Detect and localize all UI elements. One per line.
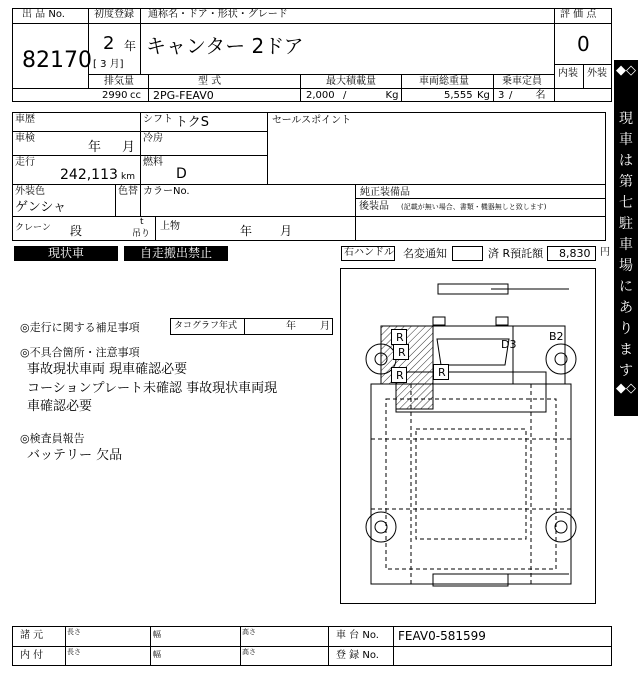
side-banner (614, 60, 638, 416)
tacho-year-unit: 年 (286, 321, 296, 332)
footer-height-label-2: 高さ (242, 648, 256, 656)
capacity-value: 3 (498, 90, 505, 101)
side-banner-char-6: 駐 (619, 216, 633, 232)
model-code-value: 2PG-FEAV0 (153, 89, 214, 102)
max-load-unit: / Kg (343, 90, 399, 101)
footer-contents-label: 内 付 (20, 650, 44, 661)
first-reg-month: [ 3 月] (93, 59, 124, 70)
side-banner-char-1: 現 (619, 111, 633, 127)
side-banner-char-7: 車 (619, 237, 633, 253)
footer-width-label-2: 幅 (153, 650, 161, 659)
deck-label: 上物 (160, 221, 180, 232)
exterior-label: 外装 (587, 68, 607, 79)
model-name: キャンター 2ドア (146, 34, 304, 58)
model-code-label: 型 式 (198, 76, 222, 87)
recycle-amount: 8,830 (559, 247, 591, 260)
options-label: 純正装備品 (360, 187, 410, 198)
name-change-label: 名変通知 (403, 247, 447, 260)
gross-weight-value: 5,555 (444, 90, 473, 101)
side-banner-char-10: あ (619, 300, 633, 316)
inspection-year-unit: 年 (88, 140, 102, 155)
crane-t: t (140, 217, 144, 227)
driving-notes-label: ◎走行に関する補足事項 (20, 321, 140, 334)
side-banner-top: ◆◇ (616, 63, 636, 78)
crane-label: クレーン (15, 223, 51, 233)
capacity-unit: / 名 (509, 90, 546, 101)
mileage-label: 走行 (15, 157, 35, 168)
exterior-color-label: 外装色 (15, 186, 45, 197)
sales-point-label: セールスポイント (272, 115, 352, 126)
crane-stage: 段 (70, 224, 83, 238)
registration-label: 登 録 No. (336, 650, 379, 661)
side-banner-char-9: に (619, 279, 633, 295)
tacho-month-unit: 月 (320, 321, 330, 332)
capacity-label: 乗車定員 (502, 76, 542, 87)
fuel-label: 燃料 (143, 157, 163, 168)
inspector-line-1: バッテリー 欠品 (27, 448, 123, 463)
damage-mark-d3: D3 (501, 338, 517, 351)
max-load-value: 2,000 (306, 90, 335, 101)
year-unit: 年 (124, 39, 137, 53)
history-label: 車歴 (15, 114, 35, 125)
inspection-label: 車検 (15, 133, 35, 144)
side-banner-char-12: ま (619, 342, 633, 358)
inspector-label: ◎検査員報告 (20, 432, 85, 445)
current-car-badge: 現状車 (14, 246, 118, 261)
footer-height-label-1: 高さ (242, 628, 256, 636)
lot-number: 82170 (22, 48, 92, 73)
damage-mark-b2: B2 (549, 330, 564, 343)
model-desc-label: 通称名・ドア・形状・グレード (148, 9, 288, 20)
exterior-color-value: ゲンシャ (15, 200, 67, 215)
fuel-value: D (176, 166, 187, 182)
gross-weight-unit: Kg (477, 90, 490, 101)
defect-line-2: コーションプレート未確認 事故現状車両現 (27, 381, 278, 396)
side-banner-char-2: 車 (619, 132, 633, 148)
deck-month-unit: 月 (280, 224, 293, 238)
name-change-box (452, 246, 483, 261)
score-value: 0 (577, 32, 590, 56)
color-change-label: 色替 (118, 186, 138, 197)
max-load-label: 最大積載量 (326, 76, 376, 87)
side-banner-char-3: は (619, 153, 633, 169)
damage-mark-r-2-label: R (438, 366, 446, 379)
post-installed-note: (記載が無い場合、書類・機器無しと致します) (401, 203, 547, 211)
recycle-label: 済 R預託額 (488, 247, 544, 260)
damage-diagram (340, 268, 596, 604)
shift-value: トクS (175, 115, 209, 130)
post-installed-label: 後装品 (359, 201, 389, 212)
displacement-label: 排気量 (104, 76, 134, 87)
mileage-unit: km (121, 172, 135, 182)
side-banner-char-5: 七 (619, 195, 633, 211)
inspection-month-unit: 月 (122, 140, 136, 155)
defect-line-3: 車確認必要 (27, 399, 93, 414)
recycle-unit: 円 (600, 247, 610, 258)
defects-label: ◎不具合箇所・注意事項 (20, 346, 140, 359)
rhd-label: 右ハンドル (344, 247, 394, 258)
deck-year-unit: 年 (240, 224, 253, 238)
side-banner-char-13: す (619, 363, 633, 379)
displacement-unit: cc (130, 90, 141, 101)
gross-weight-label: 車両総重量 (419, 76, 469, 87)
side-banner-char-4: 第 (619, 174, 633, 190)
mileage-value: 242,113 (60, 167, 118, 183)
footer-length-label-2: 長さ (67, 648, 81, 656)
color-no-label: カラーNo. (143, 186, 190, 197)
shift-label: シフト (143, 114, 173, 125)
side-banner-bottom: ◆◇ (616, 381, 636, 396)
first-reg-label: 初度登録 (94, 9, 134, 20)
first-reg-year: 2 (103, 33, 115, 54)
damage-mark-r-3-label: R (396, 331, 404, 344)
chassis-label: 車 台 No. (336, 630, 379, 641)
defect-line-1: 事故現状車両 現車確認必要 (27, 362, 188, 377)
side-banner-char-11: り (619, 321, 633, 337)
lot-label: 出 品 No. (22, 9, 65, 20)
crane-lift: 吊り (132, 229, 151, 239)
interior-label: 内装 (558, 68, 578, 79)
side-banner-char-8: 場 (619, 258, 633, 274)
footer-specs-label: 諸 元 (20, 630, 44, 641)
truck-outline (341, 269, 595, 603)
displacement-value: 2990 (102, 90, 128, 101)
score-label: 評 価 点 (560, 9, 597, 20)
ac-label: 冷房 (143, 133, 163, 144)
tacho-label: タコグラフ年式 (174, 321, 238, 331)
damage-mark-r-1-label: R (398, 346, 406, 359)
self-removal-badge: 自走搬出禁止 (124, 246, 228, 261)
chassis-number: FEAV0-581599 (398, 629, 486, 643)
damage-mark-r-4-label: R (396, 369, 404, 382)
footer-width-label-1: 幅 (153, 630, 161, 639)
footer-length-label-1: 長さ (67, 628, 81, 636)
